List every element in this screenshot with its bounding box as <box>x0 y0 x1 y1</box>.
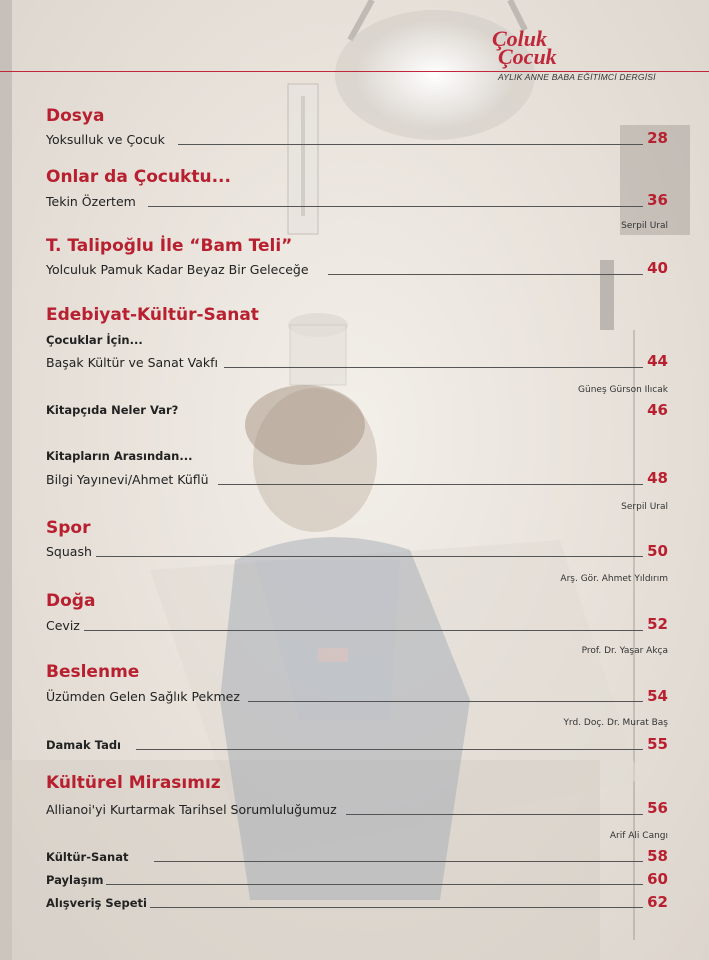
dot-leader <box>248 701 643 702</box>
toc-author: Arif Ali Cangı <box>609 831 668 841</box>
dot-leader <box>84 630 643 631</box>
toc-entry-title[interactable]: Kitapçıda Neler Var? <box>46 403 179 417</box>
section-heading-talipoglu: T. Talipoğlu İle “Bam Teli” <box>46 236 293 256</box>
section-heading-onlar: Onlar da Çocuktu... <box>46 167 231 187</box>
dot-leader <box>150 907 643 908</box>
toc-entry-title[interactable]: Squash <box>46 544 92 559</box>
toc-entry-title[interactable]: Allianoi'yi Kurtarmak Tarihsel Sorumluluğumuz <box>46 802 337 817</box>
toc-page-number[interactable]: 55 <box>647 735 668 753</box>
toc-page-number[interactable]: 58 <box>647 847 668 865</box>
toc-author: Güneş Gürson Ilıcak <box>578 385 668 395</box>
toc-page-number[interactable]: 46 <box>647 401 668 419</box>
magazine-logo <box>484 28 684 88</box>
toc-page-number[interactable]: 48 <box>647 469 668 487</box>
toc-author: Serpil Ural <box>621 221 668 231</box>
toc-entry-title[interactable]: Damak Tadı <box>46 738 121 752</box>
section-heading-dosya: Dosya <box>46 106 105 126</box>
dot-leader <box>218 484 643 485</box>
toc-author: Prof. Dr. Yaşar Akça <box>581 646 668 656</box>
dot-leader <box>328 274 643 275</box>
toc-entry-title[interactable]: Başak Kültür ve Sanat Vakfı <box>46 355 218 370</box>
toc-subheading: Çocuklar İçin... <box>46 333 143 347</box>
section-heading-beslenme: Beslenme <box>46 662 140 682</box>
toc-entry-title[interactable]: Ceviz <box>46 618 80 633</box>
dot-leader <box>346 814 643 815</box>
section-heading-miras: Kültürel Mirasımız <box>46 773 221 793</box>
toc-entry-title[interactable]: Paylaşım <box>46 873 104 887</box>
dot-leader <box>154 861 643 862</box>
toc-page-number[interactable]: 54 <box>647 687 668 705</box>
logo-wordmark: Çoluk Çocuk <box>492 26 557 69</box>
toc-entry-title[interactable]: Üzümden Gelen Sağlık Pekmez <box>46 689 240 704</box>
logo-subtitle: AYLIK ANNE BABA EĞİTİMCİ DERGİSİ <box>498 72 656 82</box>
toc-entry-title[interactable]: Alışveriş Sepeti <box>46 896 147 910</box>
toc-entry-title[interactable]: Yolculuk Pamuk Kadar Beyaz Bir Geleceğe <box>46 262 309 277</box>
dot-leader <box>136 749 643 750</box>
toc-page-number[interactable]: 56 <box>647 799 668 817</box>
toc-author: Yrd. Doç. Dr. Murat Baş <box>563 718 668 728</box>
toc-author: Serpil Ural <box>621 502 668 512</box>
toc-page-number[interactable]: 60 <box>647 870 668 888</box>
toc-page-number[interactable]: 62 <box>647 893 668 911</box>
toc-page-number[interactable]: 40 <box>647 259 668 277</box>
toc-author: Arş. Gör. Ahmet Yıldırım <box>560 574 668 584</box>
section-heading-doga: Doğa <box>46 591 96 611</box>
toc-page-number[interactable]: 50 <box>647 542 668 560</box>
toc-page-number[interactable]: 44 <box>647 352 668 370</box>
section-heading-spor: Spor <box>46 518 91 538</box>
dot-leader <box>224 367 643 368</box>
toc-subheading: Kitapların Arasından... <box>46 449 193 463</box>
toc-page-number[interactable]: 28 <box>647 129 668 147</box>
section-heading-edebiyat: Edebiyat-Kültür-Sanat <box>46 305 259 325</box>
toc-entry-title[interactable]: Tekin Özertem <box>46 194 136 209</box>
toc-page-number[interactable]: 36 <box>647 191 668 209</box>
dot-leader <box>96 556 643 557</box>
toc-entry-title[interactable]: Bilgi Yayınevi/Ahmet Küflü <box>46 472 209 487</box>
toc-page-number[interactable]: 52 <box>647 615 668 633</box>
dot-leader <box>178 144 643 145</box>
dot-leader <box>148 206 643 207</box>
dot-leader <box>106 884 643 885</box>
toc-entry-title[interactable]: Yoksulluk ve Çocuk <box>46 132 165 147</box>
toc-entry-title[interactable]: Kültür-Sanat <box>46 850 129 864</box>
